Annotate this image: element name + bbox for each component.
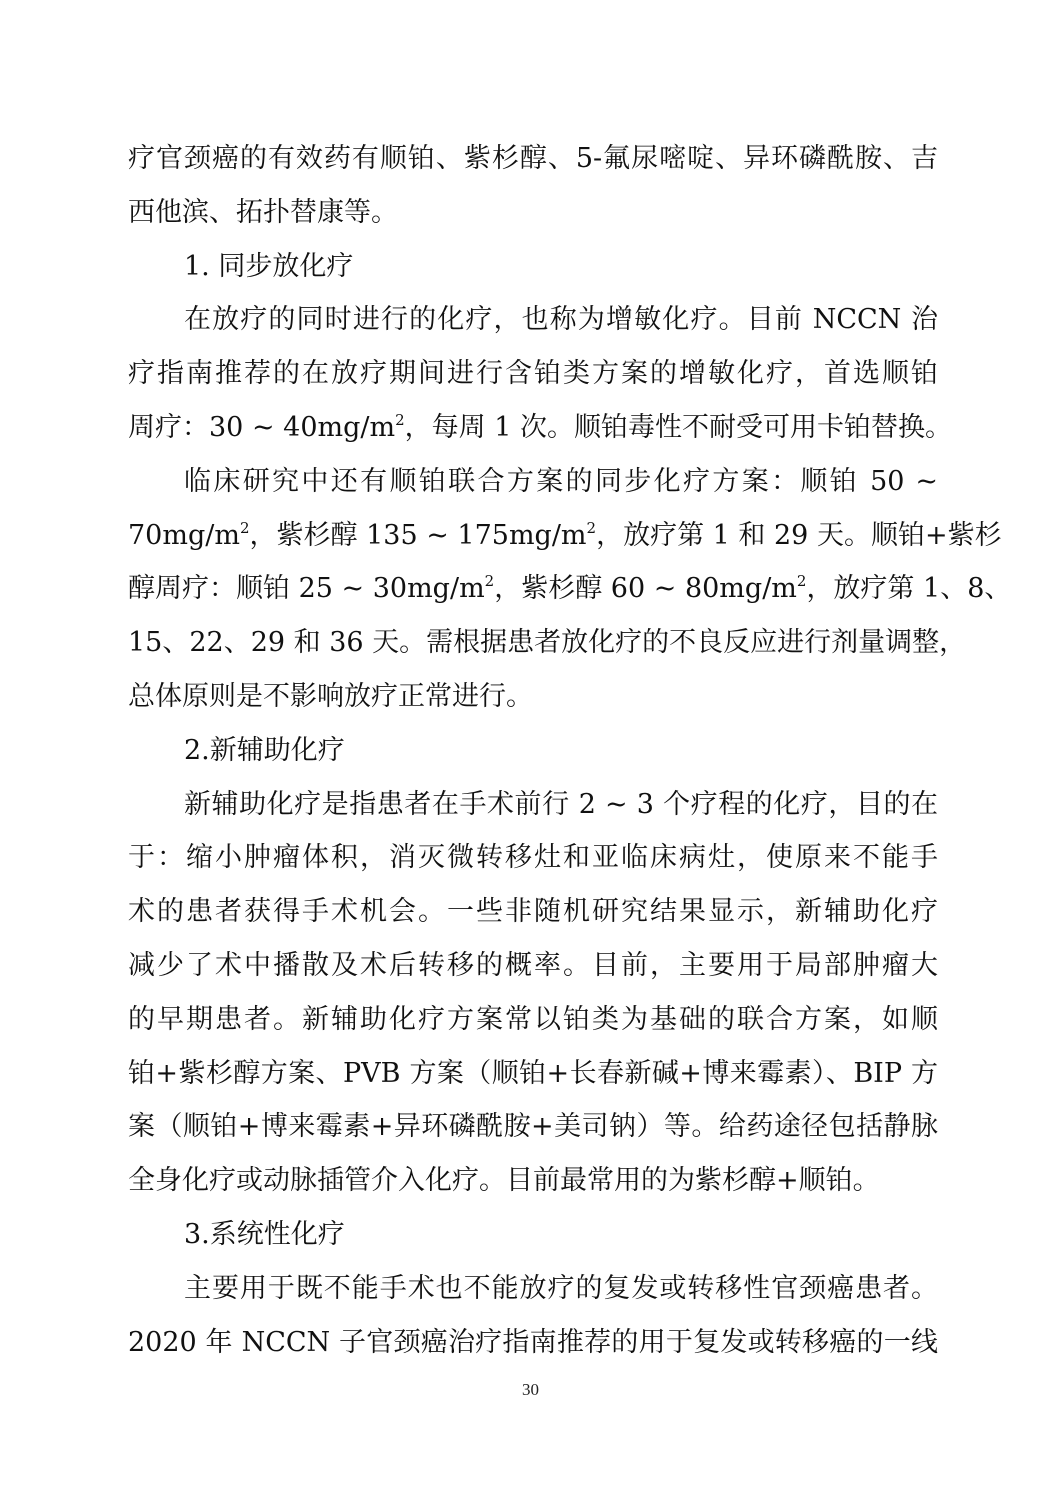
superscript: 2 xyxy=(239,518,250,537)
text-run: ，放疗第 1 和 29 天。顺铂+紫杉 xyxy=(596,519,1002,551)
paragraph-line: 于：缩小肿瘤体积，消灭微转移灶和亚临床病灶，使原来不能手 xyxy=(128,842,938,874)
section-heading: 1. 同步放化疗 xyxy=(184,250,354,282)
text-run: 醇周疗：顺铂 25 ~ 30mg/m xyxy=(128,573,485,605)
paragraph-line: 临床研究中还有顺铂联合方案的同步化疗方案：顺铂 50 ~ xyxy=(184,465,938,497)
paragraph-line: 疗官颈癌的有效药有顺铂、紫杉醇、5-氟尿嘧啶、异环磷酰胺、吉 xyxy=(128,143,938,174)
paragraph-line: 的早期患者。新辅助化疗方案常以铂类为基础的联合方案，如顺 xyxy=(128,1003,938,1035)
paragraph-line xyxy=(128,562,1012,616)
section-heading: 2.新辅助化疗 xyxy=(184,734,345,766)
text-run: 70mg/m xyxy=(128,519,240,551)
paragraph-line: 铂+紫杉醇方案、PVB 方案（顺铂+长春新碱+博来霉素）、BIP 方 xyxy=(128,1057,938,1089)
paragraph-line xyxy=(128,509,1002,563)
paragraph-line: 新辅助化疗是指患者在手术前行 2 ~ 3 个疗程的化疗，目的在 xyxy=(184,788,938,820)
paragraph-line: 在放疗的同时进行的化疗，也称为增敏化疗。目前 NCCN 治 xyxy=(184,304,938,336)
paragraph-line: 总体原则是不影响放疗正常进行。 xyxy=(128,680,533,712)
superscript: 2 xyxy=(484,572,495,591)
paragraph-line: 减少了术中播散及术后转移的概率。目前，主要用于局部肿瘤大 xyxy=(128,949,938,981)
paragraph-line: 疗指南推荐的在放疗期间进行含铂类方案的增敏化疗，首选顺铂 xyxy=(128,358,938,390)
paragraph-line: 15、22、29 和 36 天。需根据患者放化疗的不良反应进行剂量调整， xyxy=(128,627,967,659)
superscript: 2 xyxy=(395,410,405,429)
page-number: 30 xyxy=(522,1380,539,1399)
text-run: 周疗：30 ~ 40mg/m xyxy=(128,411,396,443)
paragraph-line: 主要用于既不能手术也不能放疗的复发或转移性官颈癌患者。 xyxy=(184,1272,938,1304)
paragraph-line: 案（顺铂+博来霉素+异环磷酰胺+美司钠）等。给药途径包括静脉 xyxy=(128,1111,938,1143)
text-run: ，紫杉醇 60 ~ 80mg/m xyxy=(494,573,797,605)
superscript: 2 xyxy=(586,518,597,537)
paragraph-line: 全身化疗或动脉插管介入化疗。目前最常用的为紫杉醇+顺铂。 xyxy=(128,1165,880,1197)
superscript: 2 xyxy=(796,572,807,591)
section-heading: 3.系统性化疗 xyxy=(184,1218,345,1250)
paragraph-line: 2020 年 NCCN 子官颈癌治疗指南推荐的用于复发或转移癌的一线 xyxy=(128,1326,938,1358)
paragraph-line: 西他滨、拓扑替康等。 xyxy=(128,196,398,228)
body-text xyxy=(128,132,1012,1369)
text-run: ，每周 1 次。顺铂毒性不耐受可用卡铂替换。 xyxy=(404,411,952,443)
paragraph-line: 术的患者获得手术机会。一些非随机研究结果显示，新辅助化疗 xyxy=(128,896,938,928)
text-run: ，放疗第 1、8、 xyxy=(806,573,1012,605)
text-run: ，紫杉醇 135 ~ 175mg/m xyxy=(249,519,587,551)
paragraph-line xyxy=(128,401,952,455)
